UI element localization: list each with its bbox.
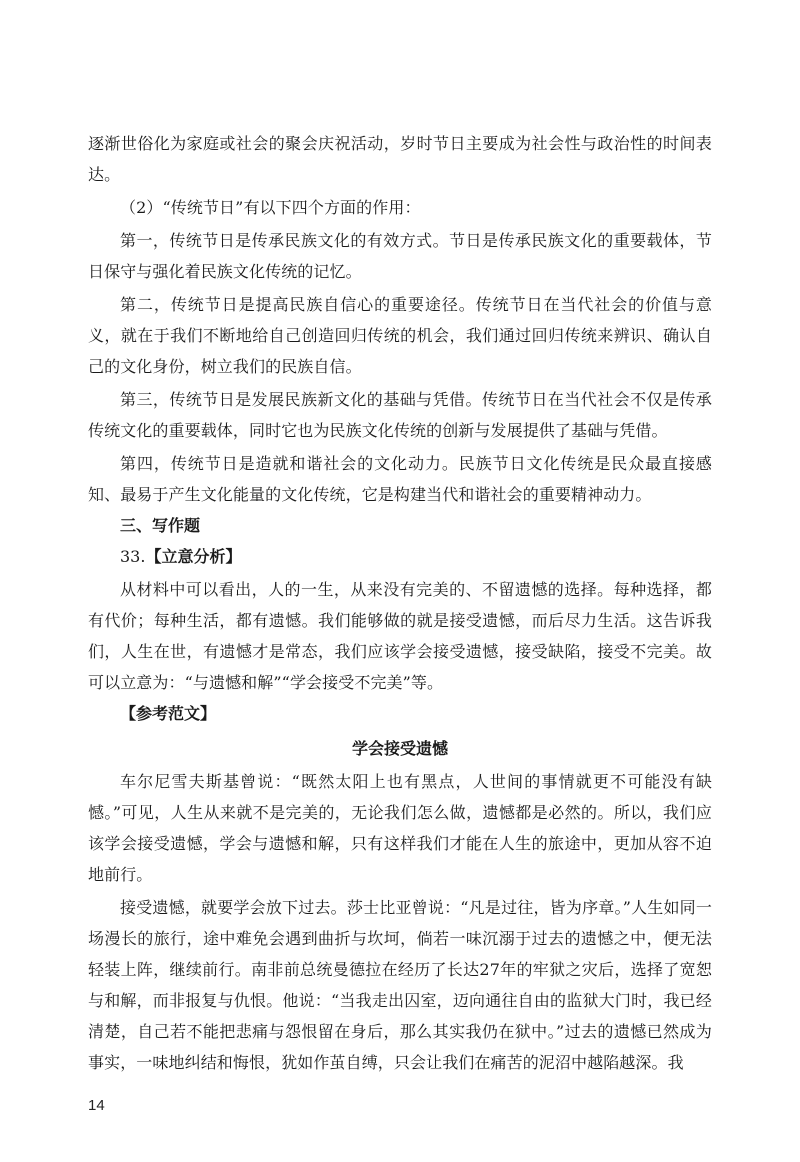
point-one-paragraph: 第一，传统节日是传承民族文化的有效方式。节日是传承民族文化的重要载体，节日保守与强化着民族文化传统的记忆。 — [88, 231, 712, 281]
essay-title: 学会接受遗憾 — [351, 739, 448, 758]
essay-paragraph: 车尔尼雪夫斯基曾说：“既然太阳上也有黑点，人世间的事情就更不可能没有缺憾。”可见，人生从来就不是完美的，无论我们怎么做，遗憾都是必然的。所以，我们应该学会接受遗憾，学会与遗憾和解，只有这样我们才能在人生的旅途中，更加从容不迫地前行。 — [88, 772, 712, 884]
point-three-paragraph: 第三，传统节日是发展民族新文化的基础与凭借。传统节日在当代社会不仅是传承传统文化的重要载体，同时它也为民族文化传统的创新与发展提供了基础与凭借。 — [88, 390, 712, 440]
page-content — [88, 128, 712, 1078]
page-number: 14 — [88, 1097, 105, 1114]
sample-label: 【参考范文】 — [120, 704, 217, 723]
analysis-paragraph: 从材料中可以看出，人的一生，从来没有完美的、不留遗憾的选择。每种选择，都有代价；每种生活，都有遗憾。我们能够做的就是接受遗憾，而后尽力生活。这告诉我们，人生在世，有遗憾才是常态，我们应该学会接受遗憾，接受缺陷，接受不完美。故可以立意为：“与遗憾和解”“学会接受不完美”等。 — [88, 580, 712, 692]
analysis-heading — [88, 541, 712, 572]
analysis-label: 【立意分析】 — [145, 547, 242, 566]
point-four-paragraph: 第四，传统节日是造就和谐社会的文化动力。民族节日文化传统是民众最直接感知、最易于产生文化能量的文化传统，它是构建当代和谐社会的重要精神动力。 — [88, 454, 712, 504]
point-two-paragraph: 第二，传统节日是提高民族自信心的重要途径。传统节日在当代社会的价值与意义，就在于我们不断地给自己创造回归传统的机会，我们通过回归传统来辨识、确认自己的文化身份，树立我们的民族自信。 — [88, 295, 712, 376]
sample-heading — [88, 698, 712, 729]
essay-paragraph: 接受遗憾，就要学会放下过去。莎士比亚曾说：“凡是过往，皆为序章。”人生如同一场漫长的旅行，途中难免会遇到曲折与坎坷，倘若一味沉溺于过去的遗憾之中，便无法轻装上阵，继续前行。南非前总统曼德拉在经历了长达27年的牢狱之灾后，选择了宽恕与和解，而非报复与仇恨。他说：“当我走出囚室，迈向通往自由的监狱大门时，我已经清楚，自己若不能把悲痛与怨恨留在身后，那么其实我仍在狱中。”过去的遗憾已然成为事实，一味地纠结和悔恨，犹如作茧自缚，只会让我们在痛苦的泥沼中越陷越深。我 — [88, 898, 712, 1072]
section-heading: 三、写作题 — [120, 516, 201, 535]
question-number: 33. — [120, 547, 146, 566]
body-paragraph: 逐渐世俗化为家庭或社会的聚会庆祝活动，岁时节日主要成为社会性与政治性的时间表达。 — [88, 134, 712, 184]
list-intro-paragraph: （2）“传统节日”有以下四个方面的作用： — [120, 198, 421, 217]
